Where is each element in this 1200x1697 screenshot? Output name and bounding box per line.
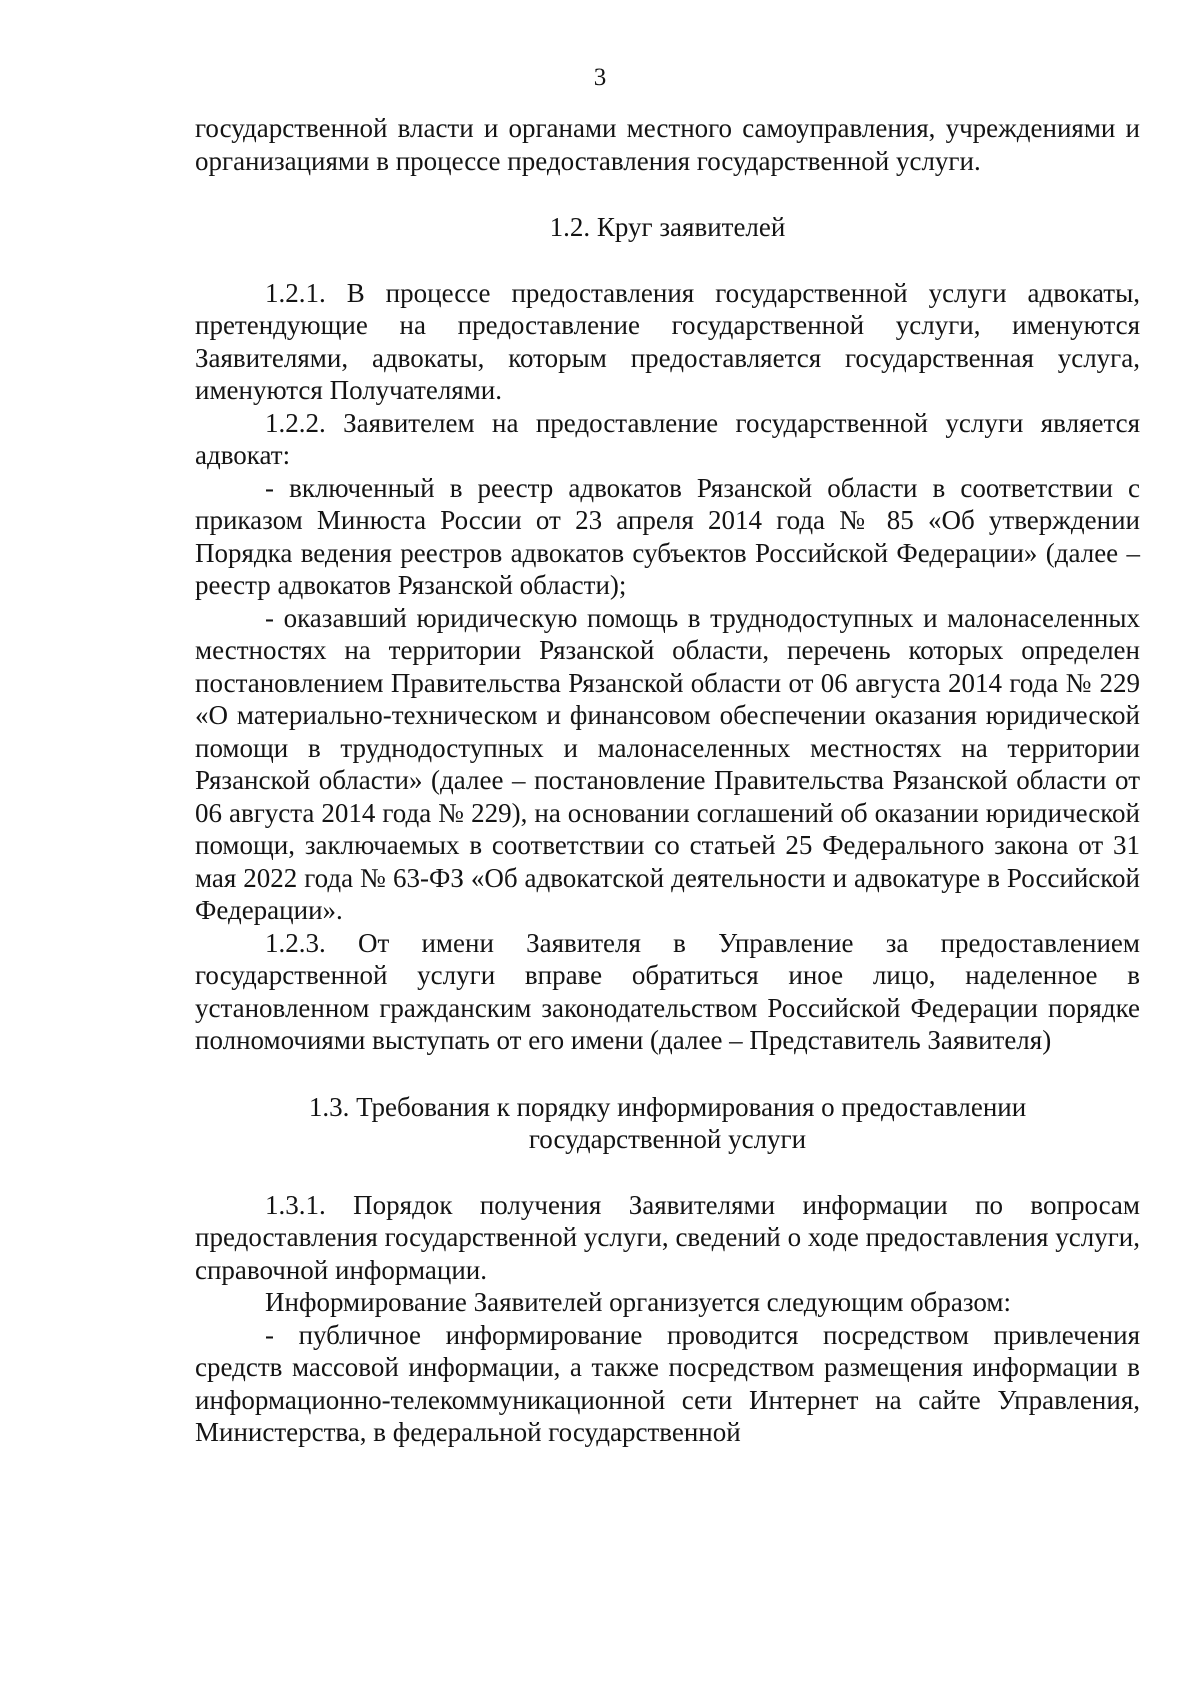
list-item-public-informing: - публичное информирование проводится посредством привлечения средств массовой информации, а также посредством размещения информации в информационно-телекоммуникационной сети Интернет на сайте Управления, Министерства, в федеральной государственной [195,1319,1140,1447]
page-number: 3 [593,64,607,91]
section-heading-1-3-line2: государственной услуги [528,1124,807,1154]
paragraph-1-2-3: 1.2.3. От имени Заявителя в Управление за предоставлением государственной услуги вправе обратиться иное лицо, наделенное в установленном гражданским законодательством Российской Федерации порядке полномочиями выступать от его имени (далее – Представитель Заявителя) [195,927,1140,1055]
paragraph-1-2-2: 1.2.2. Заявителем на предоставление государственной услуги является адвокат: [195,407,1140,470]
paragraph-continuation: государственной власти и органами местного самоуправления, учреждениями и организациями в процессе предоставления государственной услуги. [195,113,1140,176]
section-heading-1-2: 1.2. Круг заявителей [549,212,786,242]
paragraph-1-2-1: 1.2.1. В процессе предоставления государственной услуги адвокаты, претендующие на предоставление государственной услуги, именуются Заявителями, адвокаты, которым предоставляется государственная услуга, именуются Получателями. [195,277,1140,405]
paragraph-1-3-1: 1.3.1. Порядок получения Заявителями информации по вопросам предоставления государственной услуги, сведений о ходе предоставления услуги, справочной информации. [195,1189,1140,1285]
paragraph-informing: Информирование Заявителей организуется следующим образом: [265,1287,1011,1317]
section-heading-1-3-line1: 1.3. Требования к порядку информирования о предоставлении [308,1091,1027,1122]
section-heading-1-3 [195,1091,1140,1156]
document-body [195,112,1140,1449]
list-item-legal-aid: - оказавший юридическую помощь в труднодоступных и малонаселенных местностях на территории Рязанской области, перечень которых определен постановлением Правительства Рязанской области от 06 августа 2014 года № 229 «О материально-техническом и финансовом обеспечении оказания юридической помощи в труднодоступных и малонаселенных местностях на территории Рязанской области» (далее – постановление Правительства Рязанской области от 06 августа 2014 года № 229), на основании соглашений об оказании юридической помощи, заключаемых в соответствии со статьей 25 Федерального закона от 31 мая 2022 года № 63-ФЗ «Об адвокатской деятельности и адвокатуре в Российской Федерации». [195,602,1140,925]
list-item-registry: - включенный в реестр адвокатов Рязанской области в соответствии с приказом Минюста России от 23 апреля 2014 года № 85 «Об утверждении Порядка ведения реестров адвокатов субъектов Российской Федерации» (далее – реестр адвокатов Рязанской области); [195,472,1140,600]
